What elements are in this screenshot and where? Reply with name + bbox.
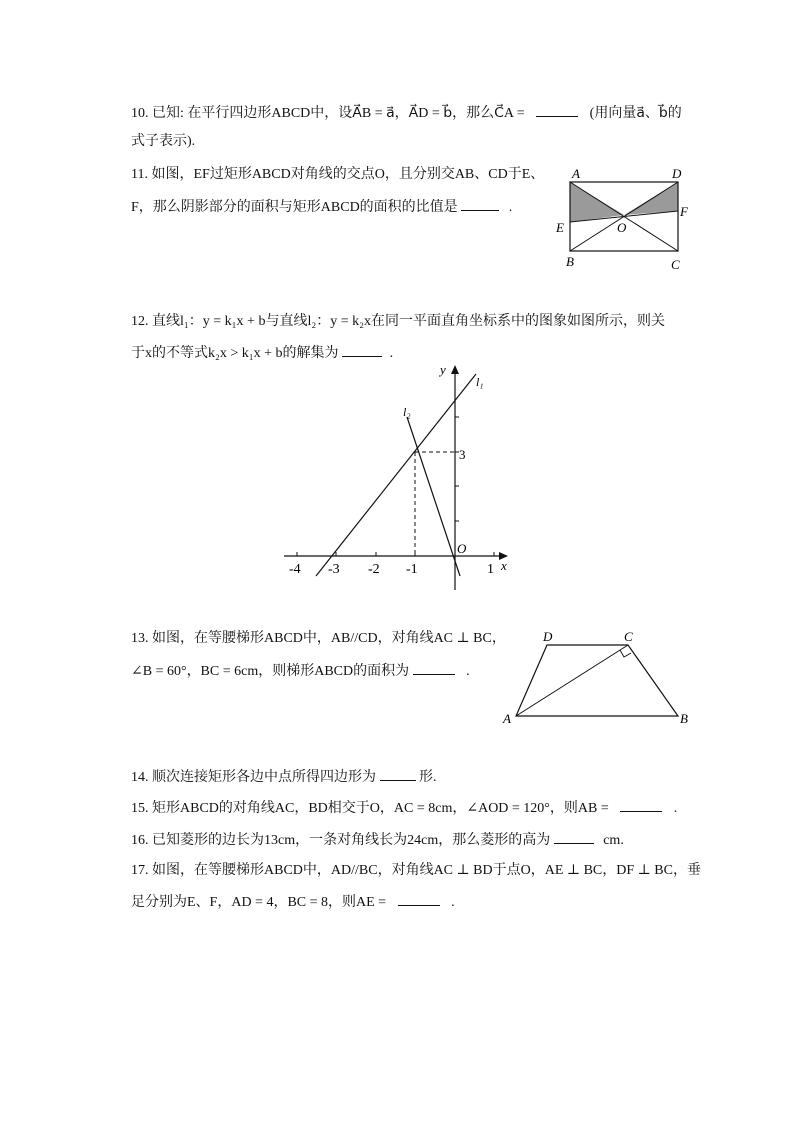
q12-x-label: x (501, 558, 507, 573)
q12-y-label: y (440, 362, 446, 377)
q12-l1-label: l₁ (476, 375, 484, 389)
q15-answer-blank[interactable] (620, 798, 662, 812)
q11-label-d: D (672, 166, 682, 181)
q16-text: 16. 已知菱形的边长为13cm，一条对角线长为24cm，那么菱形的高为 (131, 833, 551, 848)
q11-label-o: O (617, 220, 627, 235)
q12-text: 于x的不等式k₂x > k₁x + b的解集为 (131, 346, 339, 361)
q12-answer-blank[interactable] (342, 343, 382, 357)
q17-answer-blank[interactable] (398, 892, 440, 906)
q13-right-angle-marker (620, 650, 631, 657)
q11-line1: 11. 如图，EF过矩形ABCD对角线的交点O，且分别交AB、CD于E、 (131, 167, 545, 182)
q13-answer-blank[interactable] (413, 661, 455, 675)
q17-line1: 17. 如图，在等腰梯形ABCD中，AD//BC，对角线AC ⊥ BD于点O，AE ⊥ BC，DF ⊥ BC，垂 (131, 863, 701, 878)
q11-label-c: C (671, 257, 680, 272)
q13-text: ∠B = 60°，BC = 6cm，则梯形ABCD的面积为 (131, 664, 410, 679)
q13-label-b: B (680, 711, 688, 726)
q11-label-b: B (566, 254, 574, 269)
q13-trapezoid (516, 645, 678, 716)
q11-shaded-triangle-left (570, 182, 624, 222)
q10-answer-blank[interactable] (536, 103, 578, 117)
q16-text-tail: cm. (603, 833, 624, 848)
q12-graph-figure (280, 360, 520, 594)
q11-text: F，那么阴影部分的面积与矩形ABCD的面积的比值是 (131, 200, 458, 215)
q12-x-tick-label: -1 (406, 562, 418, 577)
q12-origin-label: O (457, 541, 467, 556)
q14-text-tail: 形. (419, 770, 437, 785)
q17-line2 (131, 892, 455, 912)
q15-line (131, 798, 677, 818)
q12-text-tail: . (389, 346, 394, 361)
q11-line2 (131, 197, 512, 217)
q12-x-tick-label: -4 (289, 562, 301, 577)
q15-text-tail: . (673, 801, 678, 816)
q15-text: 15. 矩形ABCD的对角线AC，BD相交于O，AC = 8cm，∠AOD = 120°，则AB = (131, 801, 609, 816)
q14-text: 14. 顺次连接矩形各边中点所得四边形为 (131, 770, 376, 785)
q11-label-a: A (572, 166, 580, 181)
q10-text: 10. 已知: 在平行四边形ABCD中，设A⃗B = a⃗，A⃗D = b⃗，那么C⃗A = (131, 106, 525, 121)
q13-trapezoid-figure (500, 626, 700, 730)
q12-y-tick-label: 3 (459, 447, 466, 462)
q16-answer-blank[interactable] (554, 830, 594, 844)
q16-line (131, 830, 624, 850)
q12-line-l1 (316, 374, 476, 576)
q11-answer-blank[interactable] (461, 197, 499, 211)
q17-text: 足分别为E、F，AD = 4，BC = 8，则AE = (131, 895, 387, 910)
q13-line1: 13. 如图，在等腰梯形ABCD中，AB//CD，对角线AC ⊥ BC， (131, 631, 506, 646)
q12-x-tick-label: 1 (487, 562, 494, 577)
q14-line (131, 767, 437, 787)
q17-text-tail: . (451, 895, 455, 910)
q12-x-tick-label: -2 (368, 562, 380, 577)
q11-text-tail: . (508, 200, 513, 215)
q13-line2 (131, 661, 470, 681)
q13-text-tail: . (466, 664, 470, 679)
q13-label-a: A (503, 711, 511, 726)
q12-y-axis-arrow-icon (451, 365, 459, 374)
q13-diagonal-ac (516, 645, 628, 716)
q11-label-e: E (556, 220, 564, 235)
q11-rectangle-figure (550, 164, 700, 276)
q10-text-tail: (用向量a⃗、b⃗的 (589, 106, 682, 121)
q10-line2: 式子表示). (131, 134, 196, 149)
q13-label-d: D (543, 629, 553, 644)
q12-l2-label: l₂ (403, 405, 411, 419)
q12-x-tick-label: -3 (328, 562, 340, 577)
q11-label-f: F (680, 204, 688, 219)
q14-answer-blank[interactable] (380, 767, 416, 781)
q10-line1 (131, 103, 682, 123)
q13-label-c: C (624, 629, 633, 644)
q12-line1: 12. 直线l₁：y = k₁x + b与直线l₂：y = k₂x在同一平面直角坐标系中的图象如图所示，则关 (131, 314, 665, 329)
